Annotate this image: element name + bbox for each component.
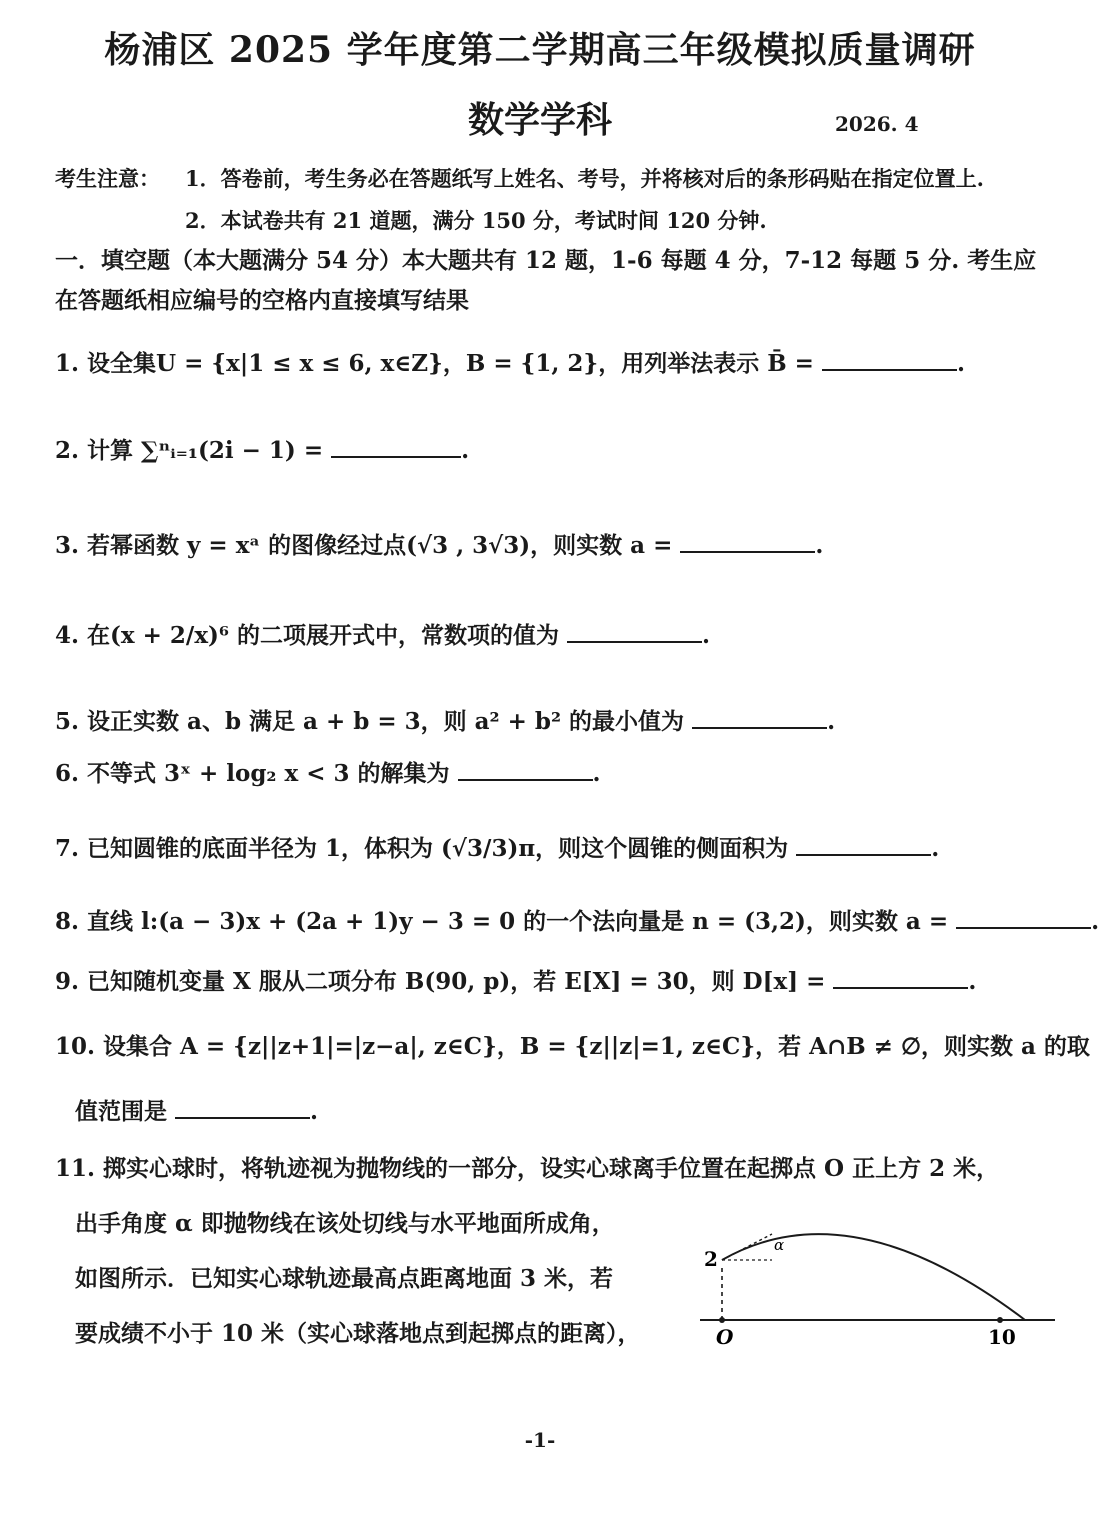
question-text: 在(x + 2/x)⁶ 的二项展开式中，常数项的值为 <box>87 622 559 649</box>
question-10 <box>55 1028 1090 1061</box>
question-number: 10. <box>55 1033 96 1060</box>
page-number: -1- <box>524 1428 556 1452</box>
parabola-figure <box>700 1212 1060 1357</box>
question-text: 设集合 A = {z||z+1|=|z−a|, z∈C}，B = {z||z|=1, z∈C}，若 A∩B ≠ ∅，则实数 a 的取 <box>103 1033 1090 1060</box>
question-text: 值范围是 <box>75 1098 167 1125</box>
label-origin: O <box>716 1325 734 1349</box>
question-text: 不等式 3ˣ + log₂ x < 3 的解集为 <box>87 760 450 787</box>
exam-date: 2026. 4 <box>835 112 919 136</box>
question-1: 1. 设全集U = {x|1 ≤ x ≤ 6, x∈Z}，B = {1, 2}，用列举法表示 B̄ = . <box>55 350 965 377</box>
question-2: 2. 计算 ∑ⁿᵢ₌₁(2i − 1) = . <box>55 437 470 464</box>
question-6: 6. 不等式 3ˣ + log₂ x < 3 的解集为 . <box>55 760 601 787</box>
answer-blank[interactable] <box>822 351 957 371</box>
question-10-cont: 值范围是 . <box>75 1098 319 1125</box>
section-heading: 一．填空题（本大题满分 54 分）本大题共有 12 题，1-6 每题 4 分，7-12 每题 5 分. 考生应在答题纸相应编号的空格内直接填写结果 <box>55 247 1037 314</box>
subject-title: 数学学科 <box>467 99 612 141</box>
question-11-line-1 <box>55 1150 999 1183</box>
origin-point <box>719 1317 725 1323</box>
question-number: 3. <box>55 532 80 559</box>
question-number: 8. <box>55 908 80 935</box>
question-number: 6. <box>55 760 80 787</box>
answer-blank[interactable] <box>680 533 815 553</box>
question-4: 4. 在(x + 2/x)⁶ 的二项展开式中，常数项的值为 . <box>55 622 711 649</box>
question-11-line-2: 出手角度 α 即抛物线在该处切线与水平地面所成角， <box>75 1210 615 1237</box>
question-8: 8. 直线 l:(a − 3)x + (2a + 1)y − 3 = 0 的一个法向量是 n = (3,2)，则实数 a = . <box>55 908 1099 935</box>
question-text: 设全集U = {x|1 ≤ x ≤ 6, x∈Z}，B = {1, 2}，用列举法表示 B̄ = <box>87 350 814 377</box>
answer-blank[interactable] <box>796 836 931 856</box>
question-number: 11. <box>55 1155 96 1182</box>
question-number: 1. <box>55 350 80 377</box>
answer-blank[interactable] <box>458 761 593 781</box>
question-number: 5. <box>55 708 80 735</box>
landing-point <box>997 1317 1003 1323</box>
question-text: 已知随机变量 X 服从二项分布 B(90, p)，若 E[X] = 30，则 D[x] = <box>87 968 826 995</box>
answer-blank[interactable] <box>331 438 461 458</box>
question-number: 2. <box>55 437 80 464</box>
answer-blank[interactable] <box>175 1099 310 1119</box>
question-7: 7. 已知圆锥的底面半径为 1，体积为 (√3/3)π，则这个圆锥的侧面积为 . <box>55 835 940 862</box>
notice-item-2: 2．本试卷共有 21 道题，满分 150 分，考试时间 120 分钟. <box>185 208 767 233</box>
question-text: 掷实心球时，将轨迹视为抛物线的一部分，设实心球离手位置在起掷点 O 正上方 2 米， <box>103 1155 1000 1182</box>
answer-blank[interactable] <box>567 623 702 643</box>
label-2: 2 <box>704 1247 718 1271</box>
label-10: 10 <box>988 1325 1016 1349</box>
exam-title: 杨浦区 2025 学年度第二学期高三年级模拟质量调研 <box>104 29 976 71</box>
question-text: 直线 l:(a − 3)x + (2a + 1)y − 3 = 0 的一个法向量是 n = (3,2)，则实数 a = <box>87 908 949 935</box>
notice-label: 考生注意： <box>55 166 160 191</box>
question-11-line-4: 要成绩不小于 10 米（实心球落地点到起掷点的距离）， <box>75 1320 641 1347</box>
question-9: 9. 已知随机变量 X 服从二项分布 B(90, p)，若 E[X] = 30，则 D[x] = . <box>55 968 977 995</box>
question-text: 已知圆锥的底面半径为 1，体积为 (√3/3)π，则这个圆锥的侧面积为 <box>87 835 789 862</box>
question-5: 5. 设正实数 a、b 满足 a + b = 3，则 a² + b² 的最小值为 . <box>55 708 836 735</box>
notice-item-1: 1．答卷前，考生务必在答题纸写上姓名、考号，并将核对后的条形码贴在指定位置上. <box>185 166 984 191</box>
answer-blank[interactable] <box>692 709 827 729</box>
question-3: 3. 若幂函数 y = xᵃ 的图像经过点(√3 , 3√3)，则实数 a = . <box>55 532 824 559</box>
label-alpha: α <box>774 1236 785 1254</box>
question-text: 若幂函数 y = xᵃ 的图像经过点(√3 , 3√3)，则实数 a = <box>87 532 673 559</box>
answer-blank[interactable] <box>956 909 1091 929</box>
question-11-line-3: 如图所示．已知实心球轨迹最高点距离地面 3 米，若 <box>75 1265 614 1292</box>
trajectory-curve <box>722 1234 1025 1320</box>
question-number: 4. <box>55 622 80 649</box>
question-text: 计算 ∑ⁿᵢ₌₁(2i − 1) = <box>87 437 324 464</box>
question-text: 设正实数 a、b 满足 a + b = 3，则 a² + b² 的最小值为 <box>87 708 685 735</box>
answer-blank[interactable] <box>833 969 968 989</box>
question-number: 9. <box>55 968 80 995</box>
question-number: 7. <box>55 835 80 862</box>
